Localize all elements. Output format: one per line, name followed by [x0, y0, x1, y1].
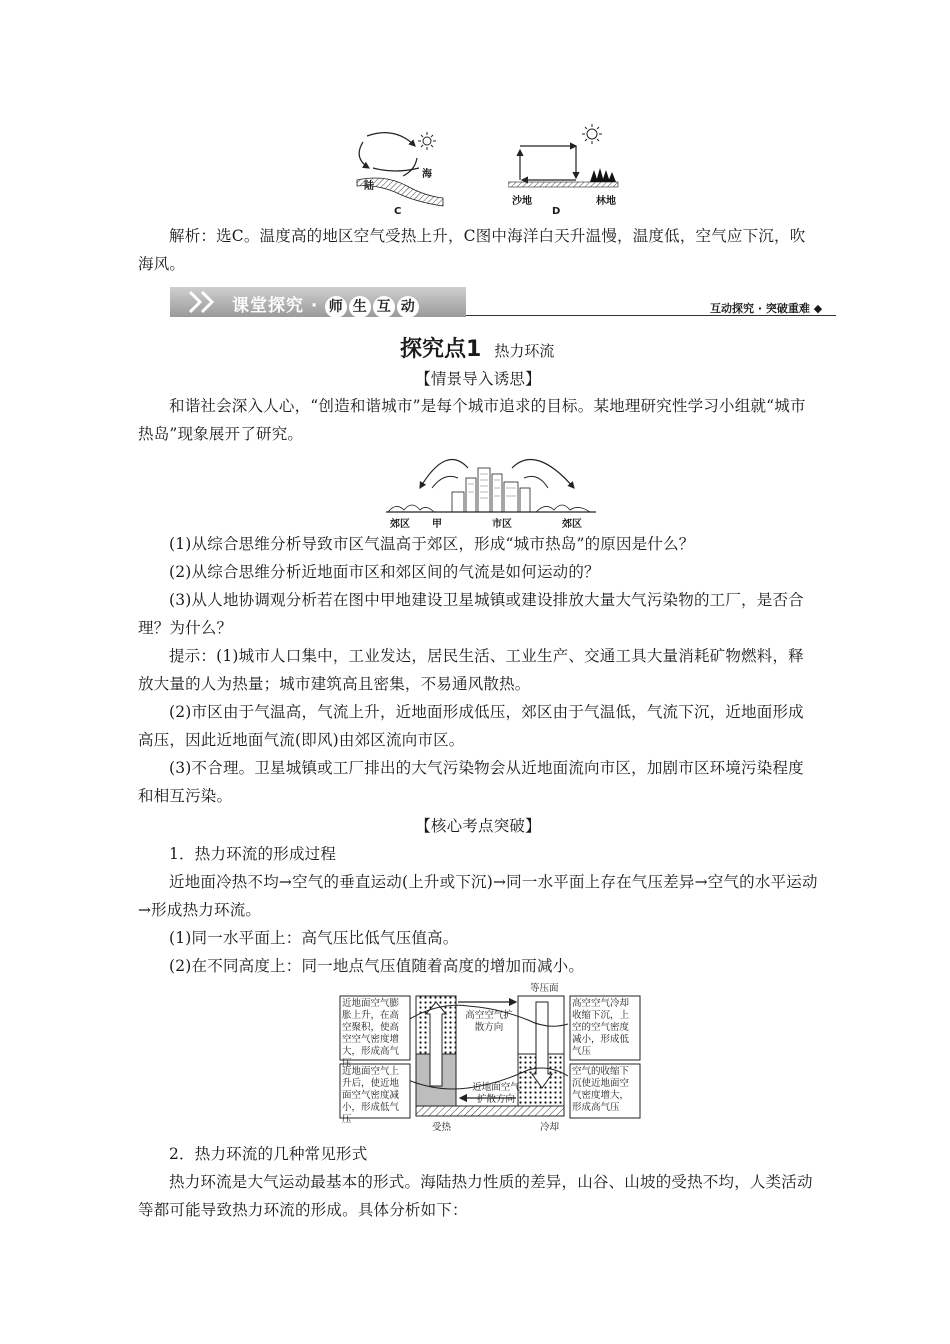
- city-fig-city: 市区: [492, 519, 512, 530]
- point2-text: 热力环流是大气运动最基本的形式。海陆热力性质的差异，山谷、山坡的受热不均，人类活动等都可能导致热力环流的形成。具体分析如下：: [138, 1173, 813, 1219]
- diagram-box-bottom-right: 空气的收缩下沉使近地面空气密度增大，形成高气压: [572, 1066, 630, 1113]
- answer-analysis: 解析：选C。温度高的地区空气受热上升，C图中海洋白天升温慢，温度低，空气应下沉，吹海风。: [138, 227, 806, 273]
- city-heat-island-figure: [386, 448, 596, 516]
- heading-sub: 热力环流: [494, 342, 555, 360]
- diagram-box-bottom-left: 近地面空气上升后，使近地面空气密度减小，形成低气压: [342, 1066, 400, 1125]
- intro-label: 【情景导入诱思】: [415, 370, 541, 388]
- banner-char-2: 生: [349, 296, 371, 318]
- hint-2: (2)市区由于气温高，气流上升，近地面形成低压，郊区由于气温低，气流下沉，近地面形成高压，因此近地面气流(即风)由郊区流向市区。: [138, 703, 804, 749]
- diagram-lower-flow-label: 近地面空气扩散方向: [472, 1082, 520, 1105]
- city-fig-jia: 甲: [432, 519, 442, 530]
- diamond-icon: ◆: [813, 302, 823, 315]
- banner-title-part1: 课堂探究 ·: [232, 296, 326, 316]
- point1-item-1: (1)同一水平面上：高气压比低气压值高。: [169, 929, 459, 947]
- point1-text: 近地面冷热不均→空气的垂直运动(上升或下沉)→同一水平面上存在气压差异→空气的水平运动→形成热力环流。: [138, 873, 818, 919]
- intro-text: 和谐社会深入人心，“创造和谐城市”是每个城市追求的目标。某地理研究性学习小组就“城市热岛”现象展开了研究。: [138, 397, 806, 443]
- diagram-cooled-label: 冷却: [540, 1122, 560, 1133]
- section-banner: [170, 287, 466, 317]
- banner-char-3: 互: [373, 296, 395, 318]
- diagram-isobar-label: 等压面: [530, 983, 559, 994]
- chevron-icon: [186, 290, 226, 314]
- point1-item-2: (2)在不同高度上：同一地点气压值随着高度的增加而减小。: [169, 957, 585, 975]
- diagram-upper-flow-label: 高空空气扩散方向: [465, 1010, 513, 1033]
- city-fig-suburb-left: 郊区: [390, 519, 410, 530]
- hint-3: (3)不合理。卫星城镇或工厂排出的大气污染物会从近地面流向市区，加剧市区环境污染程度和相互污染。: [138, 759, 804, 805]
- figure-c-land-label: 陆: [364, 181, 374, 192]
- diagram-heated-label: 受热: [432, 1122, 452, 1133]
- banner-char-4: 动: [397, 296, 419, 318]
- question-2: (2)从综合思维分析近地面市区和郊区间的气流是如何运动的？: [169, 563, 600, 581]
- figure-c-caption: C: [394, 206, 402, 217]
- core-label: 【核心考点突破】: [415, 817, 541, 835]
- point1-title: 1．热力环流的形成过程: [169, 845, 337, 863]
- figure-d: [508, 122, 628, 202]
- hint-1: 提示：(1)城市人口集中，工业发达，居民生活、工业生产、交通工具大量消耗矿物燃料，释放大量的人为热量；城市建筑高且密集，不易通风散热。: [138, 647, 804, 693]
- section-heading: [400, 332, 554, 363]
- question-1: (1)从综合思维分析导致市区气温高于郊区，形成“城市热岛”的原因是什么？: [169, 535, 695, 553]
- figure-d-sand-label: 沙地: [512, 196, 532, 207]
- point2-title: 2．热力环流的几种常见形式: [169, 1145, 368, 1163]
- city-fig-suburb-right: 郊区: [562, 519, 582, 530]
- banner-title: [232, 291, 419, 318]
- diagram-box-top-right: 高空空气冷却收缩下沉，上空的空气密度减小，形成低气压: [572, 998, 630, 1057]
- banner-right-text: 互动探究 · 突破重难 ◆: [710, 302, 823, 315]
- banner-char-1: 师: [325, 296, 347, 318]
- figure-d-forest-label: 林地: [596, 196, 616, 207]
- heading-main: 探究点1: [400, 337, 482, 362]
- figure-d-caption: D: [552, 206, 561, 217]
- question-3: (3)从人地协调观分析若在图中甲地建设卫星城镇或建设排放大量大气污染物的工厂，是否合理？为什么？: [138, 591, 804, 637]
- diagram-box-top-left: 近地面空气膨胀上升，在高空聚积，使高空空气密度增大，形成高气压: [342, 998, 400, 1069]
- figure-c-sea-label: 海: [422, 169, 432, 180]
